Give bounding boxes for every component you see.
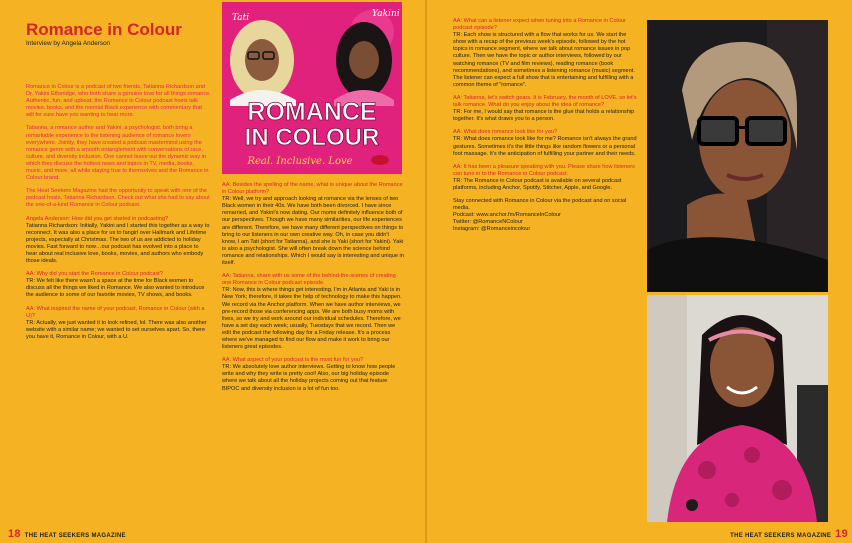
podcast-cover-art xyxy=(222,2,402,174)
column-1 xyxy=(26,84,211,347)
answer-5: TR: Now, this is where things get interesting. I'm in Atlanta and Yaki is in New York; therefore, it takes the help of technology to make this happen. We record via the Anchor platform. When we have author interviews, we pre-record those via conferencing apps. We are both busy moms with lives, so we try and work around our individual schedules. Therefore, we have a set day each week; usually, Tuesdays that we record. Then we edit the podcast the following day for a Friday release. It's a process where we've managed to find our flow and make it work to bring our listeners great episodes. xyxy=(222,287,402,351)
question-8: AA: Tatianna, let's switch gears. It is February, the month of LOVE, so let's talk romance. What do you enjoy about the idea of romance? xyxy=(453,94,637,109)
qa-block-3 xyxy=(26,306,211,341)
cover-illustration xyxy=(222,2,402,174)
question-2: AA: Why did you start the Romance in Colour podcast? xyxy=(26,271,163,278)
answer-4: TR: Well, we try and approach looking at romance via the lenses of two Black women in their 40s. We have both been divorced. I have since remarried, and Yakini's now dating. Our moms definitely influence both of our perspectives. Though we have many similarities, our life experiences are different. Therefore, we have many different perspectives on things to bring to our listeners in our own creative way. Oh, in case you didn't know, I am Tati (short for Tatianna), and she is Yaki (short for Yakini). Yaki is also a psychologist. She will often break down the science behind romance and relationships. Which I would say is interesting and unique in itself. xyxy=(222,196,404,267)
cover-tagline: Real. Inclusive. Love xyxy=(247,156,353,167)
question-6: AA: What aspect of your podcast is the most fun for you? xyxy=(222,357,364,364)
left-footer xyxy=(8,528,126,540)
contact-twitter: Twitter: @RomanceNColour xyxy=(453,219,523,226)
right-footer xyxy=(730,528,848,540)
host-photo-tatianna xyxy=(647,20,828,292)
contact-intro: Stay connected with Romance in Colour via the podcast and on social media. xyxy=(453,198,627,212)
page-number-left: 18 xyxy=(8,528,21,540)
answer-10: TR: The Romance in Colour podcast is available on several podcast platforms, including Anchor, Spotify, Stitcher, Apple, and Google. xyxy=(453,177,622,191)
question-10: AA: It has been a pleasure speaking with you. Please share how listeners can tune in to the Romance in Colour podcast. xyxy=(453,163,635,177)
page-number-right: 19 xyxy=(835,528,848,540)
answer-7: TR: Each show is structured with a flow that works for us. We start the show with a recap of the previous week's episode, followed by the hot topics in romance segment, where we talk about romance issues in pop culture. Then we have the topic or author interviews, followed by our watching romance (TV and film reviews), reading romance (book recommendations), and sometimes a listening romance (music) segment. The listener can expect a full show that is entertaining and fulfilling with a common theme of "romance". xyxy=(453,32,635,88)
article-byline: Interview by Angela Anderson xyxy=(26,40,111,47)
qa-block-9 xyxy=(453,129,637,157)
cover-title-line-1: ROMANCE xyxy=(247,98,377,126)
question-5: AA: Tatianna, share with us some of the behind-the-scenes of creating one Romance in Colour podcast episode. xyxy=(222,273,396,287)
qa-block-8 xyxy=(453,95,637,123)
magazine-name-right: THE HEAT SEEKERS MAGAZINE xyxy=(730,533,832,539)
column-3 xyxy=(453,18,637,240)
intro-paragraph-3: The Heat Seekers Magazine had the opportunity to speak with one of the podcast hosts, Tatianna Richardson. Check out what she had to say about the one-of-a-kind Romance in Colour podcast. xyxy=(26,188,210,209)
question-7: AA: What can a listener expect when tuning into a Romance in Colour podcast episode? xyxy=(453,18,626,32)
question-3: AA: What inspired the name of your podcast, Romance in Colour (with a U)? xyxy=(26,305,205,319)
contact-instagram: Instagram: @Romanceincolour xyxy=(453,226,531,233)
cover-title-line-2: IN COLOUR xyxy=(244,124,380,151)
answer-2: TR: We felt like there wasn't a space at the time for Black women to discuss all the things we liked in Romance. We also wanted to introduce the audience to some of our favorite movies, TV shows, and books. xyxy=(26,278,205,299)
qa-block-1 xyxy=(26,216,211,266)
page-spine xyxy=(425,0,427,543)
cover-signature-right: Yakini xyxy=(372,9,400,19)
answer-1: Tatianna Richardson: Initially, Yakini and I started this together as a way to reconnect. It was also a place for us to fangirl over Hallmark and Lifetime projects, especially at Christmas. The two of us are addicted to holiday movies. Fast forward to now…our podcast has evolved into a place to hear about real inclusive love, books, movies, and authors who embody those ideals. xyxy=(26,222,210,265)
answer-3: TR: Actually, we just wanted it to look refined, lol. There was also another website with a similar name; we wanted to set ourselves apart. So, there you have it, Romance in Colour, with a U. xyxy=(26,319,207,340)
question-4: AA: Besides the spelling of the name, what is unique about the Romance in Colour platform? xyxy=(222,182,403,196)
portrait-illustration-2 xyxy=(647,295,828,522)
intro-paragraph-2: Tatianna, a romance author and Yakini, a psychologist, both bring a remarkable experience to the listening audience of romance lovers everywhere. Jointly, they have created a podcast mastermind using the romance genre with a smooth entanglement with conversations of race, culture, and diversity inclusion. One cannot leave out the dynamic way in which they discuss the hottest news and topics in TV, media, books, music, and more, all while staying true to themselves and the Romance in Colour brand. xyxy=(26,125,209,182)
answer-6: TR: We absolutely love author interviews. Getting to know how people write and why they write is pretty cool! Also, our big holiday episode where we talk about all the holiday projects coming out that feature BIPOC and diversity inclusion is a lot of fun too. xyxy=(222,364,396,392)
column-2 xyxy=(222,182,404,399)
question-9: AA: What does romance look like for you? xyxy=(453,129,558,136)
lips-icon xyxy=(371,155,389,165)
answer-9: TR: What does romance look like for me? Romance isn't always the grand gestures. Sometimes it's the little things like random flowers or a personal foot massage. It's the anticipation of fulfilling your partner and their needs. xyxy=(453,136,637,157)
qa-block-4 xyxy=(222,182,404,267)
qa-block-5 xyxy=(222,273,404,351)
host-photo-yakini xyxy=(647,295,828,522)
contact-podcast: Podcast: www.anchor.fm/RomanceInColour xyxy=(453,212,561,219)
qa-block-10 xyxy=(453,164,637,192)
contact-block xyxy=(453,198,637,233)
qa-block-7 xyxy=(453,18,637,89)
qa-block-2 xyxy=(26,271,211,299)
question-1: Angela Anderson: How did you get started in podcasting? xyxy=(26,215,169,222)
answer-8: TR: For me, I would say that romance is the glue that holds a relationship together. It's what draws you to a person. xyxy=(453,109,635,123)
portrait-illustration-1 xyxy=(647,20,828,292)
cover-signature-left: Tati xyxy=(232,13,250,23)
qa-block-6 xyxy=(222,357,404,392)
article-title: Romance in Colour xyxy=(26,20,182,39)
magazine-name-left: THE HEAT SEEKERS MAGAZINE xyxy=(24,533,126,539)
intro-paragraph-1: Romance in Colour is a podcast of two friends, Tatianna Richardson and Dr. Yakini Etheridge, who both share a genuine love for all things romance. Authentic, fun, and upbeat; the Romance in Colour podcast hosts talk movies, books, and the nonnial Black experience with commentary that will for sure have you wanting to hear more. xyxy=(26,84,211,119)
